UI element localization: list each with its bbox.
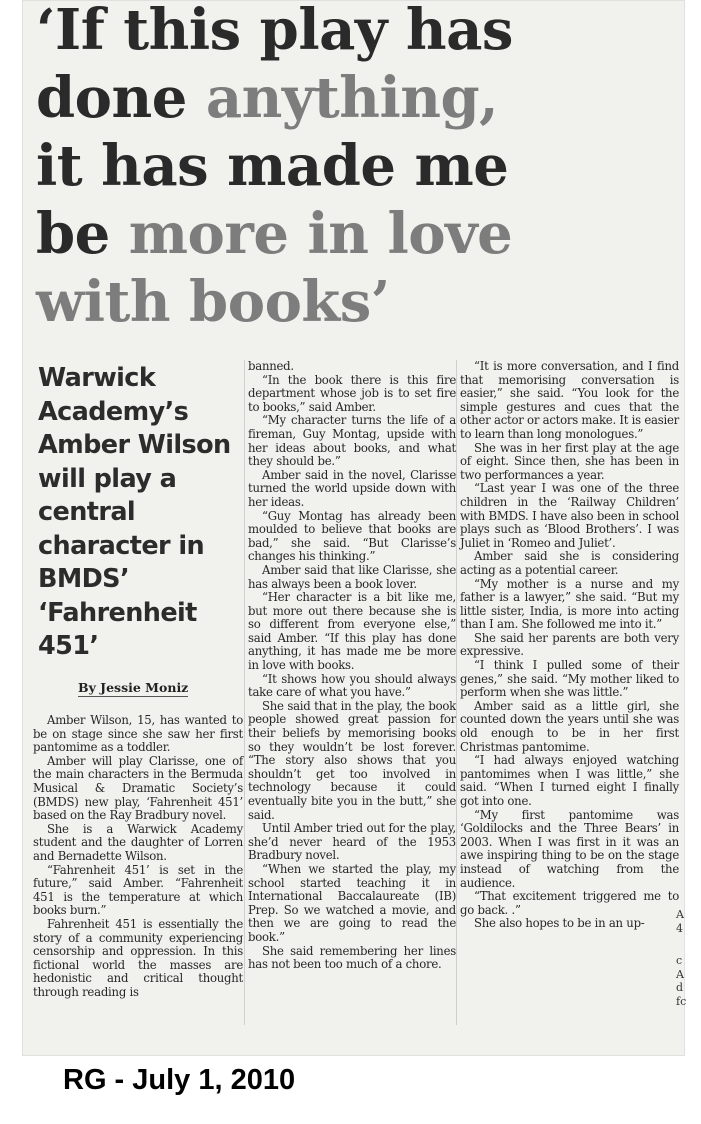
paragraph: “In the book there is this fire department whose job is to set fire to books,” said Amber. [248,372,456,414]
article-column-1 [33,714,243,999]
adjacent-article-fragment-bottom [676,954,688,1008]
paragraph: Amber said she is considering acting as a potential career. [460,549,679,577]
source-caption: RG - July 1, 2010 [63,1064,296,1096]
article-deck: Warwick Academy’s Amber Wilson will play a central character in BMDS’ ‘Fahrenheit 451’ [38,363,231,661]
paragraph: “It shows how you should always take care of what you have.” [248,671,456,700]
article-column-3 [460,360,679,931]
headline-line-5: with books’ [36,269,390,335]
newspaper-clipping [22,0,685,1056]
paragraph: “My first pantomime was ‘Goldilocks and the Three Bears’ in 2003. When I was first in it was an awe inspiring thing to be on the stage instead of watching from the audience. [460,807,679,890]
paragraph: “When we started the play, my school started teaching it in International Baccalaureate (IB) Prep. So we watched a movie, and then we are going to read the book.” [248,861,456,944]
adjacent-article-fragment-top [676,908,688,935]
paragraph: “Fahrenheit 451’ is set in the future,” said Amber. “Fahrenheit 451 is the temperature at which books burn.” [33,862,243,918]
paragraph: She is a Warwick Academy student and the daughter of Lorren and Bernadette Wilson. [33,821,243,863]
headline-line-2-part-b: anything, [205,65,499,131]
paragraph: “I think I pulled some of their genes,” she said. “My mother liked to perform when she was little.” [460,658,679,700]
paragraph: Amber Wilson, 15, has wanted to be on stage since she saw her first pantomime as a toddler. [33,713,243,755]
paragraph: She was in her first play at the age of eight. Since then, she has been in two performances a year. [460,440,679,482]
fragment-text: A [676,908,684,921]
paragraph: Amber will play Clarisse, one of the main characters in the Bermuda Musical & Dramatic Society’s (BMDS) new play, ‘Fahrenheit 451’ based on the Ray Bradbury novel. [33,753,243,823]
headline-line-1: ‘If this play has [36,0,513,63]
byline: By Jessie Moniz [78,680,189,695]
fragment-text: fc [676,994,687,1008]
headline-line-2-part-a: done [36,65,206,131]
paragraph: banned. [248,359,294,373]
paragraph: “That excitement triggered me to go back. .” [460,889,679,917]
paragraph: Amber said in the novel, Clarisse turned the world upside down with her ideas. [248,467,456,509]
paragraph: Fahrenheit 451 is essentially the story of a community experiencing censorship and oppression. In this fictional world the masses are hedonistic and critical thought through reading is [33,916,243,999]
paragraph: “My mother is a nurse and my father is a lawyer,” she said. “But my little sister, India, is more into acting than I am. She followed me into it.” [460,576,679,632]
paragraph: She said that in the play, the book people showed great passion for their beliefs by memorising books so they wouldn’t be lost forever. “The story also shows that you shouldn’t get too involved in technology because it could eventually bite you in the butt,” she said. [248,698,456,822]
headline-line-2 [36,64,676,132]
paragraph: “Last year I was one of the three children in the ‘Railway Children’ with BMDS. I have also been in school plays such as ‘Blood Brothers’. I was Juliet in ‘Romeo and Juliet’. [460,481,679,550]
paragraph: She said remembering her lines has not been too much of a chore. [248,943,456,972]
paragraph: “It is more conversation, and I find that memorising conversation is easier,” she said. “You look for the simple gestures and cues that the other actor or actors make. It is easier to learn than long monologues.” [460,359,679,441]
paragraph: Until Amber tried out for the play, she’d never heard of the 1953 Bradbury novel. [248,821,456,863]
paragraph: She also hopes to be in an up- [474,916,645,931]
paragraph: Amber said that like Clarisse, she has always been a book lover. [248,562,456,591]
headline-line-3: it has made me [36,133,509,199]
paragraph: “My character turns the life of a fireman, Guy Montag, upside with her ideas about books, and what they should be.” [248,413,456,469]
article-column-2 [248,360,456,972]
paragraph: Amber said as a little girl, she counted down the years until she was old enough to be in her first Christmas pantomime. [460,698,679,754]
headline-line-4-part-a: be [36,201,129,267]
paragraph: She said her parents are both very expressive. [460,630,679,659]
paragraph: “I had always enjoyed watching pantomimes when I was little,” she said. “When I turned eight I finally got into one. [460,753,679,808]
headline-line-4 [36,200,676,268]
fragment-text: 4 [676,921,683,935]
fragment-text: A [676,967,684,981]
fragment-text: d [676,981,684,994]
paragraph: “Her character is a bit like me, but more out there because she is so different from everyone else,” said Amber. “If this play has done anything, it has made me be more in love with books. [248,590,456,673]
headline-line-4-part-b: more in love [128,201,513,267]
headline [36,0,676,336]
paragraph: “Guy Montag has already been moulded to believe that books are bad,” she said. “But Clarisse’s changes his thinking.” [248,508,456,564]
fragment-text: c [676,954,683,967]
